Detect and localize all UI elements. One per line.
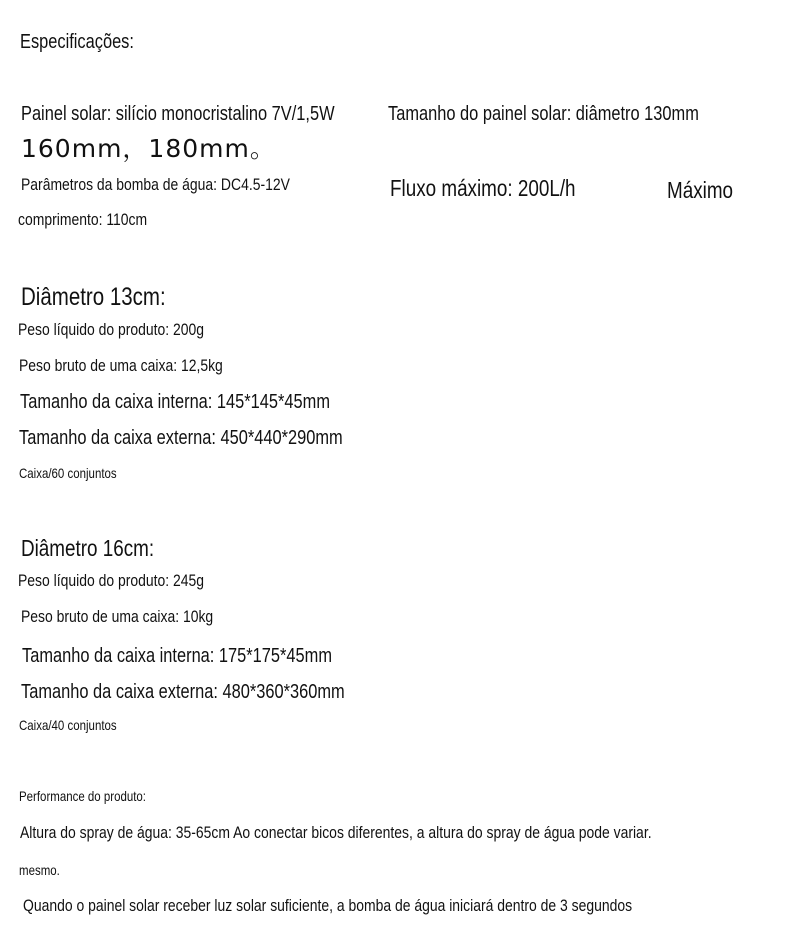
diam13-outer-box: Tamanho da caixa externa: 450*440*290mm [19, 427, 343, 449]
spec-title: Especificações: [20, 31, 134, 53]
diam13-net-weight: Peso líquido do produto: 200g [18, 320, 205, 339]
performance-title: Performance do produto: [19, 788, 146, 804]
mesmo-text: mesmo. [19, 862, 60, 878]
max-flow-spec: Fluxo máximo: 200L/h [390, 175, 576, 201]
diam16-gross-weight: Peso bruto de uma caixa: 10kg [21, 607, 214, 626]
diam16-outer-box: Tamanho da caixa externa: 480*360*360mm [21, 681, 345, 703]
panel-sizes-more: 160mm，180mm。 [21, 134, 276, 163]
diam16-net-weight: Peso líquido do produto: 245g [18, 571, 205, 590]
solar-panel-spec: Painel solar: silício monocristalino 7V/1,5W [21, 103, 335, 125]
diam13-inner-box: Tamanho da caixa interna: 145*145*45mm [20, 391, 330, 413]
diam13-gross-weight: Peso bruto de uma caixa: 12,5kg [19, 356, 223, 375]
spray-height-text: Altura do spray de água: 35-65cm Ao conectar bicos diferentes, a altura do spray de água pode variar. [20, 823, 652, 842]
diam13-per-box: Caixa/60 conjuntos [19, 465, 117, 481]
diam16-heading: Diâmetro 16cm: [21, 535, 155, 561]
diam13-heading: Diâmetro 13cm: [21, 283, 166, 311]
pump-start-text: Quando o painel solar receber luz solar suficiente, a bomba de água iniciará dentro de 3 segundos [23, 896, 633, 915]
panel-size-spec: Tamanho do painel solar: diâmetro 130mm [388, 103, 699, 125]
maximo-label: Máximo [667, 177, 734, 203]
pump-params-spec: Parâmetros da bomba de água: DC4.5-12V [21, 175, 290, 194]
diam16-inner-box: Tamanho da caixa interna: 175*175*45mm [22, 645, 332, 667]
length-spec: comprimento: 110cm [18, 210, 148, 229]
diam16-per-box: Caixa/40 conjuntos [19, 717, 117, 733]
